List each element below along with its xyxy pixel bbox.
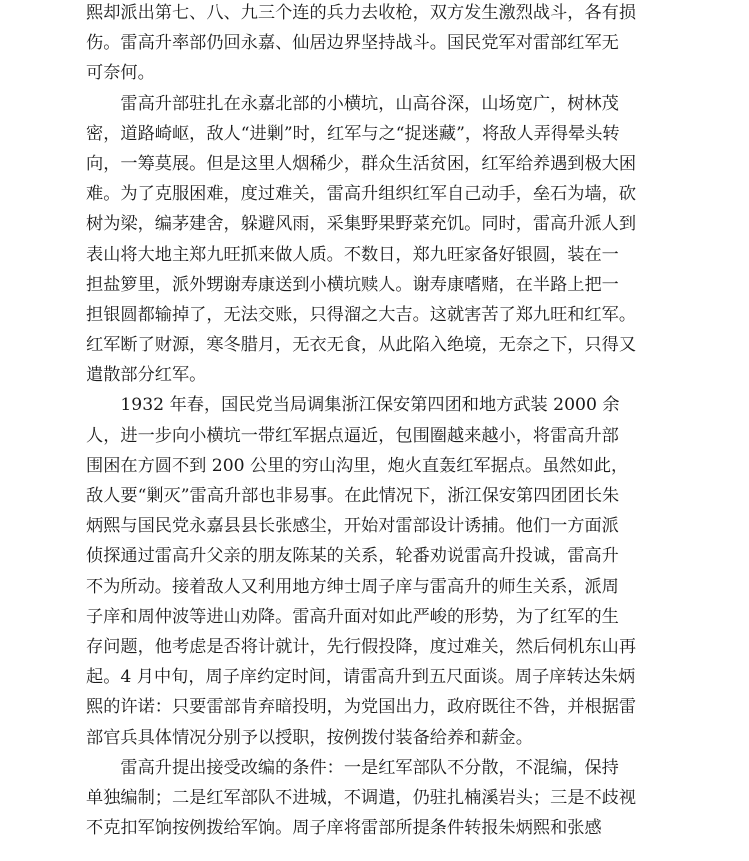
paragraph-line: 树为梁，编茅建舍，躲避风雨，采集野果野菜充饥。同时，雷高升派人到 — [86, 214, 637, 235]
paragraph-line: 密，道路崎岖，敌人“进剿”时，红军与之“捉迷藏”，将敌人弄得晕头转 — [86, 123, 620, 144]
paragraph-line: 遣散部分红军。 — [86, 365, 207, 386]
paragraph-line: 侦探通过雷高升父亲的朋友陈某的关系，轮番劝说雷高升投诚，雷高升 — [86, 546, 619, 567]
paragraph-line: 围困在方圆不到 200 公里的穷山沟里，炮火直轰红军据点。虽然如此， — [86, 455, 629, 476]
paragraph-line: 雷高升提出接受改编的条件：一是红军部队不分散，不混编，保持 — [86, 757, 619, 778]
paragraph-line: 担银圆都输掉了，无法交账，只得溜之大吉。这就害苦了郑九旺和红军。 — [86, 304, 637, 325]
paragraph-4 — [86, 753, 677, 844]
paragraph-3 — [86, 390, 677, 752]
paragraph-line: 人，进一步向小横坑一带红军据点逼近，包围圈越来越小，将雷高升部 — [86, 425, 619, 446]
paragraph-line: 熙却派出第七、八、九三个连的兵力去收枪，双方发生激烈战斗，各有损 — [86, 3, 637, 23]
paragraph-line: 单独编制；二是红军部队不进城，不调遣，仍驻扎楠溪岩头；三是不歧视 — [86, 787, 637, 808]
paragraph-line: 担盐箩里，派外甥谢寿康送到小横坑赎人。谢寿康嗜赌，在半路上把一 — [86, 274, 619, 295]
paragraph-1 — [86, 0, 677, 89]
paragraph-line: 向，一筹莫展。但是这里人烟稀少，群众生活贫困，红军给养遇到极大困 — [86, 153, 637, 174]
paragraph-line: 可奈何。 — [86, 63, 155, 84]
body-text — [86, 0, 677, 843]
paragraph-line: 不克扣军饷按例拨给军饷。周子庠将雷部所提条件转报朱炳熙和张感 — [86, 818, 602, 839]
paragraph-line: 红军断了财源，寒冬腊月，无衣无食，从此陷入绝境，无奈之下，只得又 — [86, 335, 637, 356]
paragraph-line: 雷高升部驻扎在永嘉北部的小横坑，山高谷深，山场宽广，树林茂 — [86, 93, 619, 114]
paragraph-line: 部官兵具体情况分别予以授职，按例拨付装备给养和薪金。 — [86, 727, 533, 748]
paragraph-line: 起。4 月中旬，周子庠约定时间，请雷高升到五尺面谈。周子庠转达朱炳 — [86, 667, 636, 688]
paragraph-2 — [86, 89, 677, 391]
paragraph-line: 伤。雷高升率部仍回永嘉、仙居边界坚持战斗。国民党军对雷部红军无 — [86, 33, 619, 54]
paragraph-line: 子庠和周仲波等进山劝降。雷高升面对如此严峻的形势，为了红军的生 — [86, 606, 619, 627]
paragraph-line: 敌人要“剿灭”雷高升部也非易事。在此情况下，浙江保安第四团团长朱 — [86, 486, 620, 506]
paragraph-line: 不为所动。接着敌人又利用地方绅士周子庠与雷高升的师生关系，派周 — [86, 576, 619, 597]
paragraph-line: 表山将大地主郑九旺抓来做人质。不数日，郑九旺家备好银圆，装在一 — [86, 244, 619, 265]
paragraph-line: 存问题，他考虑是否将计就计，先行假投降，度过难关，然后伺机东山再 — [86, 636, 637, 657]
paragraph-line: 难。为了克服困难，度过难关，雷高升组织红军自己动手，垒石为墙，砍 — [86, 184, 637, 205]
paragraph-line: 1932 年春，国民党当局调集浙江保安第四团和地方武装 2000 余 — [86, 395, 620, 416]
paragraph-line: 熙的许诺：只要雷部肯弃暗投明，为党国出力，政府既往不咎，并根据雷 — [86, 697, 637, 718]
paragraph-line: 炳熙与国民党永嘉县县长张感尘，开始对雷部设计诱捕。他们一方面派 — [86, 516, 619, 537]
